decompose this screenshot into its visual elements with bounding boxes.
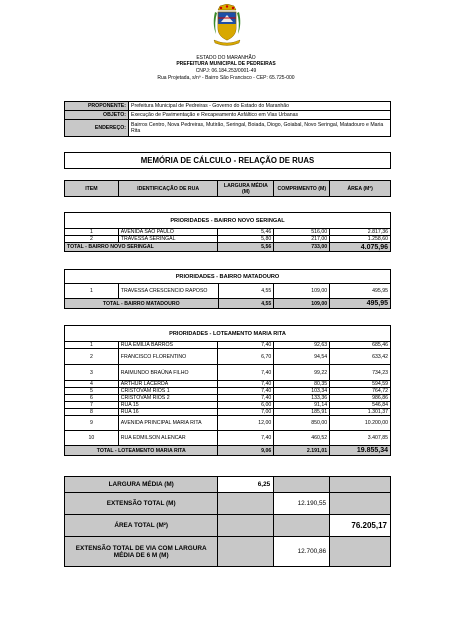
table-row — [65, 365, 391, 381]
cell-rua: CRISTOVAM RIOS 2 — [118, 395, 218, 402]
total-area: 19.855,34 — [330, 446, 391, 456]
table-row — [65, 284, 391, 299]
page-title: MEMÓRIA DE CÁLCULO - RELAÇÃO DE RUAS — [64, 152, 391, 169]
col-area-header: ÁREA (M²) — [330, 181, 391, 197]
total-label: TOTAL - BAIRRO NOVO SERINGAL — [65, 243, 218, 252]
cell-rua: TRAVESSA SERINGAL — [118, 236, 218, 243]
cell-comprimento: 91,14 — [274, 402, 330, 409]
cell-rua: CRISTOVAM RIOS 1 — [118, 388, 218, 395]
total-largura: 5,56 — [218, 243, 274, 252]
summary-largura-value: 6,25 — [218, 477, 274, 493]
cell-rua: AVENIDA PRINCIPAL MARIA RITA — [118, 416, 218, 431]
summary-extensao-value: 12.190,55 — [274, 493, 330, 515]
table-row — [65, 342, 391, 349]
cell-largura: 6,70 — [218, 349, 274, 365]
total-label: TOTAL - BAIRRO MATADOURO — [65, 299, 219, 309]
total-comprimento: 733,00 — [274, 243, 330, 252]
cell-largura: 7,40 — [218, 342, 274, 349]
section-title: PRIORIDADES - LOTEAMENTO MARIA RITA — [65, 326, 391, 342]
table-row — [65, 349, 391, 365]
cell-comprimento: 99,22 — [274, 365, 330, 381]
cell-comprimento: 109,00 — [274, 284, 330, 299]
total-label: TOTAL - LOTEAMENTO MARIA RITA — [65, 446, 218, 456]
cell-rua: RUA EDMILSON ALENCAR — [118, 431, 218, 446]
table-row — [65, 236, 391, 243]
column-header-table — [64, 180, 391, 197]
endereco-label: ENDEREÇO: — [65, 120, 129, 137]
cell-area: 764,72 — [330, 388, 391, 395]
summary-extensao-label: EXTENSÃO TOTAL (M) — [65, 493, 218, 515]
table-row — [65, 431, 391, 446]
cell-item: 1 — [65, 342, 119, 349]
total-comprimento: 2.191,01 — [274, 446, 330, 456]
objeto-value: Execução de Pavimentação e Recapeamento Asfáltico em Vias Urbanas — [129, 111, 391, 120]
col-comprimento-header: COMPRIMENTO (M) — [274, 181, 330, 197]
cell-rua: FRANCISCO FLORENTINO — [118, 349, 218, 365]
summary-empty-cell — [274, 515, 330, 537]
cell-area: 633,42 — [330, 349, 391, 365]
cell-rua: RUA 16 — [118, 409, 218, 416]
cell-item: 2 — [65, 349, 119, 365]
col-rua-header: IDENTIFICAÇÃO DE RUA — [118, 181, 218, 197]
summary-table — [64, 476, 391, 567]
proponente-label: PROPONENTE: — [65, 102, 129, 111]
col-largura-header: LARGURA MÉDIA (M) — [218, 181, 274, 197]
cell-largura: 7,40 — [218, 365, 274, 381]
cell-comprimento: 133,36 — [274, 395, 330, 402]
cell-comprimento: 80,35 — [274, 381, 330, 388]
endereco-value: Bairros Centro, Nova Pedreiras, Mutirão, Seringal, Boiada, Diogo, Goiabal, Novo Seringal, Matadouro e Maria Rita — [129, 120, 391, 137]
cell-largura: 6,00 — [218, 402, 274, 409]
summary-ext6-value: 12.700,86 — [274, 537, 330, 567]
cell-area: 495,95 — [330, 284, 391, 299]
cell-largura: 5,80 — [218, 236, 274, 243]
summary-empty-cell — [218, 537, 274, 567]
cell-largura: 12,00 — [218, 416, 274, 431]
cell-largura: 7,40 — [218, 431, 274, 446]
total-area: 495,95 — [330, 299, 391, 309]
header-address: Rua Projetada, s/nº - Bairro São Francisco - CEP: 65.725-000 — [157, 75, 295, 81]
table-row — [65, 409, 391, 416]
summary-area-value: 76.205,17 — [330, 515, 391, 537]
cell-item: 7 — [65, 402, 119, 409]
cell-comprimento: 103,34 — [274, 388, 330, 395]
cell-largura: 7,40 — [218, 388, 274, 395]
cell-area: 594,59 — [330, 381, 391, 388]
cell-area: 986,86 — [330, 395, 391, 402]
table-row — [65, 416, 391, 431]
cell-comprimento: 92,63 — [274, 342, 330, 349]
section-title: PRIORIDADES - BAIRRO MATADOURO — [65, 270, 391, 284]
table-row — [65, 229, 391, 236]
header-prefeitura: PREFEITURA MUNICIPAL DE PEDREIRAS — [176, 61, 276, 67]
proponente-value: Prefeitura Municipal de Pedreiras - Governo do Estado do Maranhão — [129, 102, 391, 111]
cell-largura: 4,55 — [218, 284, 274, 299]
coat-of-arms-icon — [212, 4, 242, 48]
cell-item: 4 — [65, 381, 119, 388]
section-novo-seringal — [64, 212, 391, 252]
cell-rua: RAIMUNDO BRAÚNA FILHO — [118, 365, 218, 381]
cell-item: 2 — [65, 236, 119, 243]
col-item-header: ITEM — [65, 181, 119, 197]
table-row — [65, 381, 391, 388]
summary-empty-cell — [330, 493, 391, 515]
cell-area: 3.407,85 — [330, 431, 391, 446]
summary-empty-cell — [330, 537, 391, 567]
summary-largura-label: LARGURA MÉDIA (M) — [65, 477, 218, 493]
cell-area: 685,46 — [330, 342, 391, 349]
cell-item: 8 — [65, 409, 119, 416]
total-row — [65, 446, 391, 456]
section-maria-rita — [64, 325, 391, 456]
table-row — [65, 402, 391, 409]
cell-area: 2.817,36 — [330, 229, 391, 236]
cell-item: 5 — [65, 388, 119, 395]
cell-item: 1 — [65, 284, 119, 299]
cell-item: 6 — [65, 395, 119, 402]
summary-empty-cell — [274, 477, 330, 493]
cell-area: 734,23 — [330, 365, 391, 381]
cell-rua: TRAVESSA CRESCENCIO RAPOSO — [118, 284, 218, 299]
summary-empty-cell — [218, 493, 274, 515]
total-largura: 9,06 — [218, 446, 274, 456]
cell-rua: RUA EMÍLIA BARROS — [118, 342, 218, 349]
cell-largura: 7,40 — [218, 395, 274, 402]
cell-item: 10 — [65, 431, 119, 446]
cell-area: 1.301,37 — [330, 409, 391, 416]
cell-comprimento: 850,00 — [274, 416, 330, 431]
cell-item: 9 — [65, 416, 119, 431]
section-title: PRIORIDADES - BAIRRO NOVO SERINGAL — [65, 213, 391, 229]
cell-largura: 5,46 — [218, 229, 274, 236]
summary-area-label: ÁREA TOTAL (M²) — [65, 515, 218, 537]
summary-ext6-label: EXTENSÃO TOTAL DE VIA COM LARGURA MÉDIA DE 6 M (M) — [65, 537, 218, 567]
cell-item: 3 — [65, 365, 119, 381]
summary-empty-cell — [218, 515, 274, 537]
cell-comprimento: 460,52 — [274, 431, 330, 446]
cell-largura: 7,40 — [218, 381, 274, 388]
total-row — [65, 243, 391, 252]
cell-comprimento: 94,54 — [274, 349, 330, 365]
total-largura: 4,55 — [218, 299, 274, 309]
cell-comprimento: 516,00 — [274, 229, 330, 236]
summary-empty-cell — [330, 477, 391, 493]
header-cnpj: CNPJ: 06.184.253/0001-49 — [195, 68, 257, 74]
cell-rua: ARTHUR LACERDA — [118, 381, 218, 388]
table-row — [65, 388, 391, 395]
cell-area: 546,84 — [330, 402, 391, 409]
cell-item: 1 — [65, 229, 119, 236]
table-row — [65, 395, 391, 402]
cell-rua: AVENIDA SÃO PAULO — [118, 229, 218, 236]
total-area: 4.075,96 — [330, 243, 391, 252]
total-row — [65, 299, 391, 309]
section-matadouro — [64, 269, 391, 309]
cell-comprimento: 185,91 — [274, 409, 330, 416]
cell-largura: 7,00 — [218, 409, 274, 416]
cell-comprimento: 217,00 — [274, 236, 330, 243]
project-info-table — [64, 101, 391, 137]
objeto-label: OBJETO: — [65, 111, 129, 120]
cell-rua: RUA 15 — [118, 402, 218, 409]
total-comprimento: 109,00 — [274, 299, 330, 309]
header-state: ESTADO DO MARANHÃO — [196, 55, 256, 61]
cell-area: 1.258,60 — [330, 236, 391, 243]
cell-area: 10.200,00 — [330, 416, 391, 431]
